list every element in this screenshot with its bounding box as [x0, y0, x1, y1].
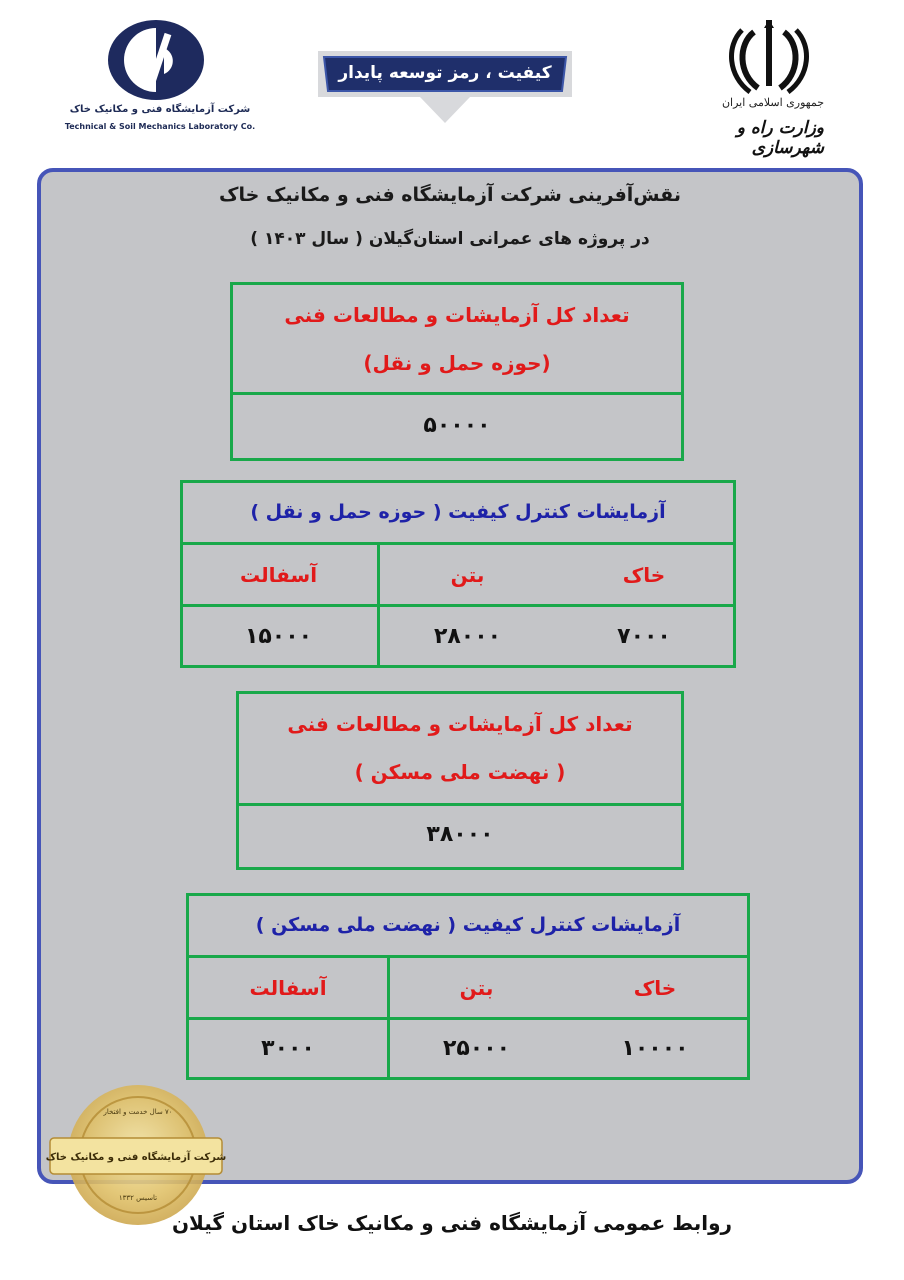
transport-total-label-row — [233, 285, 681, 395]
ministry-text: وزارت راه و شهرسازی — [736, 118, 824, 158]
soil-value: ۱۰۰۰۰ — [621, 1036, 689, 1061]
column-concrete-label: بتن — [450, 562, 485, 587]
housing-total-label-line1: تعداد کل آزمایشات و مطالعات فنی — [287, 712, 633, 736]
company-name-en: Technical & Soil Mechanics Laboratory Co. — [64, 122, 256, 131]
seal-bottom-text: تاسیس ۱۳۳۲ — [118, 1194, 158, 1202]
company-name-fa: شرکت آزمایشگاه فنی و مکانیک خاک — [69, 104, 251, 115]
housing-total-label-line2: ( نهضت ملی مسکن ) — [354, 760, 566, 784]
anniversary-seal — [46, 1080, 226, 1230]
table-value-cell — [377, 607, 555, 665]
column-asphalt-label: آسفالت — [239, 562, 318, 587]
page-title: نقش‌آفرینی شرکت آزمایشگاه فنی و مکانیک خاک — [219, 184, 681, 206]
column-soil-label: خاک — [622, 562, 666, 587]
housing-qc-heading-row — [189, 896, 747, 958]
housing-total-label-row — [239, 694, 681, 806]
table-value-cell — [387, 1020, 563, 1077]
table-header-cell — [180, 545, 377, 604]
column-soil-label: خاک — [633, 975, 677, 1000]
column-concrete-label: بتن — [459, 975, 494, 1000]
asphalt-value: ۳۰۰۰ — [261, 1036, 315, 1061]
slogan-text: کیفیت ، رمز توسعه پایدار — [338, 63, 552, 83]
transport-total-value-row — [233, 395, 681, 458]
transport-qc-heading-row — [183, 483, 733, 545]
housing-qc-heading: آزمایشات کنترل کیفیت ( نهضت ملی مسکن ) — [255, 914, 681, 936]
table-header-cell — [563, 958, 747, 1017]
table-value-cell — [189, 1020, 387, 1077]
transport-total-value: ۵۰۰۰۰ — [423, 413, 491, 438]
table-header-cell — [387, 958, 563, 1017]
table-value-cell — [555, 607, 733, 665]
table-header-cell — [555, 545, 733, 604]
transport-total-label-line1: تعداد کل آزمایشات و مطالعات فنی — [284, 303, 630, 327]
seal-top-text: ۷۰ سال خدمت و افتخار — [103, 1108, 173, 1116]
housing-qc-values-row — [189, 1020, 747, 1077]
housing-qc-columns-row — [189, 958, 747, 1020]
table-header-cell — [189, 958, 387, 1017]
soil-value: ۷۰۰۰ — [617, 623, 671, 649]
housing-qc-table — [186, 893, 750, 1080]
table-header-cell — [377, 545, 555, 604]
company-logo — [60, 12, 260, 132]
seal-main-text: شرکت آزمایشگاه فنی و مکانیک خاک — [46, 1152, 226, 1163]
transport-qc-heading: آزمایشات کنترل کیفیت ( حوزه حمل و نقل ) — [250, 501, 666, 523]
company-logo-icon — [106, 18, 206, 102]
table-value-cell — [180, 607, 377, 665]
gold-seal-icon — [46, 1080, 226, 1230]
housing-total-value: ۳۸۰۰۰ — [426, 822, 494, 847]
concrete-value: ۲۵۰۰۰ — [442, 1036, 511, 1061]
transport-qc-table — [180, 480, 736, 668]
transport-qc-values-row — [183, 607, 733, 665]
page-subtitle: در پروژه های عمرانی استان‌گیلان ( سال ۱۴۰۳ ) — [250, 229, 650, 249]
asphalt-value: ۱۵۰۰۰ — [244, 623, 313, 649]
slogan-banner — [310, 45, 580, 127]
ministry-logo — [690, 14, 850, 158]
housing-total-value-row — [239, 806, 681, 867]
table-value-cell — [563, 1020, 747, 1077]
iran-emblem-icon — [724, 14, 814, 94]
transport-total-box — [230, 282, 684, 461]
concrete-value: ۲۸۰۰۰ — [433, 623, 502, 649]
republic-text: جمهوری اسلامی ایران — [721, 96, 824, 109]
housing-total-box — [236, 691, 684, 870]
transport-total-label-line2: (حوزه حمل و نقل) — [363, 351, 551, 375]
column-asphalt-label: آسفالت — [249, 975, 327, 1000]
transport-qc-columns-row — [183, 545, 733, 607]
footer-credit: روابط عمومی آزمایشگاه فنی و مکانیک خاک استان گیلان — [171, 1211, 733, 1235]
